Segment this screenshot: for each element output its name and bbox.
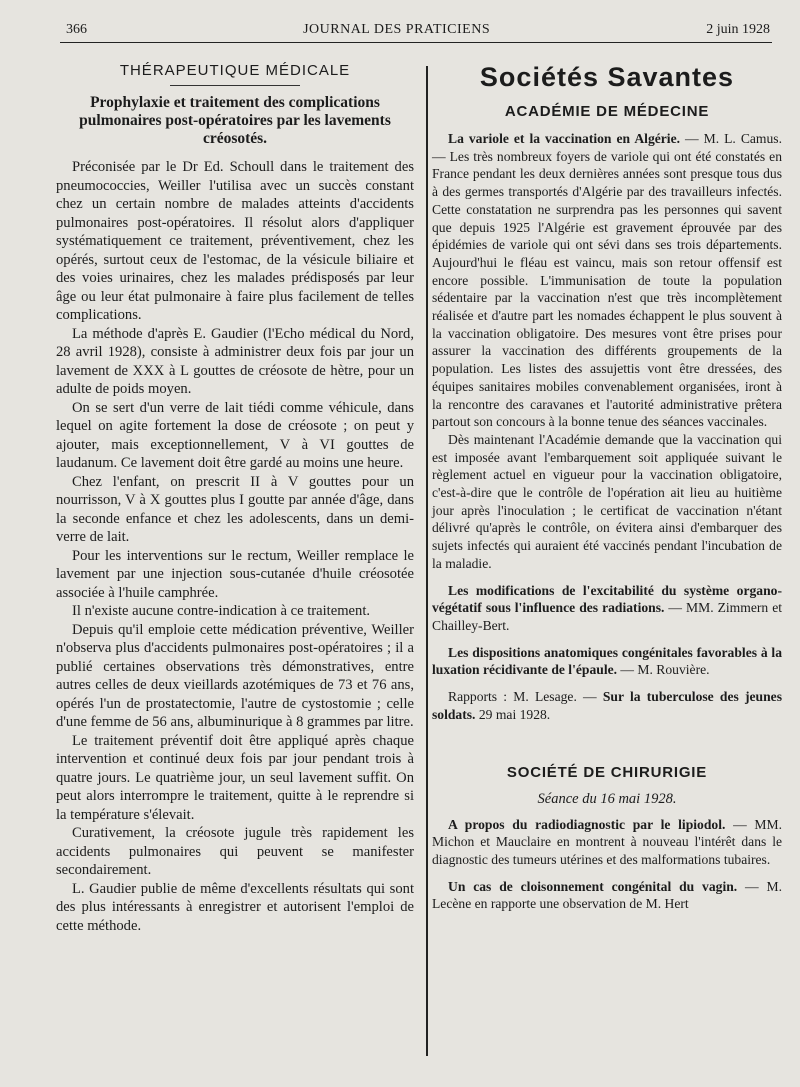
paragraph: Il n'existe aucune contre-indication à ce traitement. <box>72 603 371 619</box>
item-body: — MM. Michon et Mauclaire en montrent à nouveau l'intérêt dans le diagnostic des tumeurs utérines et des malformations tubaires. <box>432 816 782 867</box>
paragraph: L. Gaudier publie de même d'excellents résultats qui sont des plus intéressants à enregistrer et autorisent l'emploi de cette méthode. <box>56 880 414 934</box>
page-number: 366 <box>66 22 87 37</box>
paragraph: La méthode d'après E. Gaudier (l'Echo médical du Nord, 28 avril 1928), consiste à administrer deux fois par jour un lavement de XXX à L gouttes de créosote de hètre, pour un adulte de poids moyen. <box>56 325 414 397</box>
academie-item-variole <box>432 130 782 431</box>
paragraph: Pour les interventions sur le rectum, Weiller remplace le lavement par une injection sous-cutanée d'huile créosotée associée à l'huile camphrée. <box>56 547 414 601</box>
chirurgie-heading: SOCIÉTÉ DE CHIRURIGIE <box>506 763 708 781</box>
paragraph: Le traitement préventif doit être appliqué après chaque intervention et continué deux fois par jour pendant trois à quatre jours. Le quatrième jour, un seul lavement suffit. On peut alors interrompre le traitement, quitte à le reprendre si la température s'élevait. <box>56 732 414 823</box>
header-rule <box>60 42 772 43</box>
item-authors: — M. Rouvière. <box>617 662 710 678</box>
item-title: A propos du radiodiagnostic par le lipiodol. <box>448 816 726 832</box>
paragraph: Préconisée par le Dr Ed. Schoull dans le traitement des pneumococcies, Weiller l'utilisa avec un succès constant chez un certain nombre de malades atteints d'accidents pulmonaires post-opératoires. Il résolut alors d'appliquer systématiquement ce traitement, préventivement, chez les opérés, surtout ceux de l'estomac, de la vésicule biliaire et des voies urinaires, chez les malades prédisposés par leur âge ou leur état pulmonaire à faire plus facilement de telles complications. <box>56 159 414 323</box>
paragraph: Depuis qu'il emploie cette médication préventive, Weiller n'observa plus d'accidents pulmonaires post-opératoires ; il a publié certaines observations très démonstratives, entre autres celles de deux vieillards azotémiques de 73 et 76 ans, opérés l'un de prostatectomie, l'autre de cystostomie ; celle d'une femme de 56 ans, albuminurique à 8 grammes par litre. <box>56 621 414 730</box>
item-title: Un cas de cloisonnement congénital du vagin. <box>448 878 738 894</box>
rapports-title: Sur la tuberculose des jeunes soldats. <box>432 689 782 722</box>
rapports-date: 29 mai 1928. <box>478 706 551 722</box>
item-body: — M. Lecène en rapporte une observation de M. Hert <box>432 878 782 912</box>
journal-title: JOURNAL DES PRATICIENS <box>303 22 491 37</box>
academie-heading: ACADÉMIE DE MÉDECINE <box>504 103 710 120</box>
column-divider <box>426 66 428 1056</box>
item-body: — M. L. Camus. — Les très nombreux foyers de variole qui ont été constatés en France pendant les deux dernières années sont presque tous dus à des germes transportés d'Algérie par des travailleurs infectés. Cette constatation ne surprendra pas les personnes qui savent que depuis 1925 l'Algérie est gravement éprouvée par des épidémies de variole qui ont sévi dans ses trois départements. Aujourd'hui le fléau est vaincu, mais son retour offensif est encore possible. L'immunisation de toute la population sédentaire par la vaccination n'est que très incomplètement réalisée et d'autre part les nomades échappent le plus souvent à la vaccination obligatoire. Des mesures vont être prises pour assurer la vaccination des différents groupements de la population. Les listes des assujettis vont être dressées, des équipes sanitaires mobiles convenablement organisées, iront à la rencontre des caravanes et l'autorité administrative prêtera partout son concours à la bonne tenue des séances vaccinales. <box>432 131 782 430</box>
academie-item-variole-cont: Dès maintenant l'Académie demande que la vaccination qui est imposée avant l'embarquement soit appliquée suivant le règlement actuel en vigueur pour la vaccination obligatoire, c'est-à-dire que le contrôle de l'opération ait lieu au huitième jour après l'inoculation ; le certificat de vaccination n'étant délivré qu'après le contrôle, on évitera ainsi d'embarquer des sujets infectés qui auraient été vaccinés pendant l'incubation de la maladie. <box>432 431 782 571</box>
paragraph: Chez l'enfant, on prescrit II à V gouttes pour un nourrisson, V à X gouttes plus I goutte par année d'âge, dans la seconde enfance et chez les adolescents, dans un demi-verre de lait. <box>56 473 414 545</box>
seance-date: Séance du 16 mai 1928. <box>537 790 677 807</box>
section-rule <box>170 85 300 86</box>
societes-heading: Sociétés Savantes <box>479 62 735 92</box>
paragraph: On se sert d'un verre de lait tiédi comme véhicule, dans lequel on agite fortement la dose de créosote ; on peut y ajouter, mais exceptionnellement, V à VI gouttes de laudanum. Ce lavement doit être gardé au moins une heure. <box>56 399 414 471</box>
article-title: Prophylaxie et traitement des complications pulmonaires post-opératoires par les lavements créosotés. <box>79 94 391 147</box>
section-heading: THÉRAPEUTIQUE MÉDICALE <box>119 62 351 79</box>
academie-rapports <box>432 688 782 723</box>
paragraph: Curativement, la créosote jugule très rapidement les accidents pulmonaires qui peuvent se manifester secondairement. <box>56 825 414 878</box>
right-column <box>432 58 782 913</box>
left-column <box>56 58 414 935</box>
item-title: La variole et la vaccination en Algérie. <box>448 131 681 146</box>
chirurgie-item-vagin <box>432 878 782 913</box>
academie-item-radiations <box>432 582 782 635</box>
chirurgie-item-lipiodol <box>432 816 782 869</box>
issue-date: 2 juin 1928 <box>706 22 770 37</box>
item-authors: — MM. Zimmern et Chailley-Bert. <box>432 600 782 633</box>
rapports-prefix: Rapports : M. Lesage. — <box>448 689 603 705</box>
page-header <box>66 20 770 40</box>
academie-item-epaule <box>432 644 782 679</box>
item-title: Les modifications de l'excitabilité du système organo-végétatif sous l'influence des radiations. <box>432 582 782 616</box>
item-title: Les dispositions anatomiques congénitales favorables à la luxation récidivante de l'épaule. <box>432 644 782 678</box>
